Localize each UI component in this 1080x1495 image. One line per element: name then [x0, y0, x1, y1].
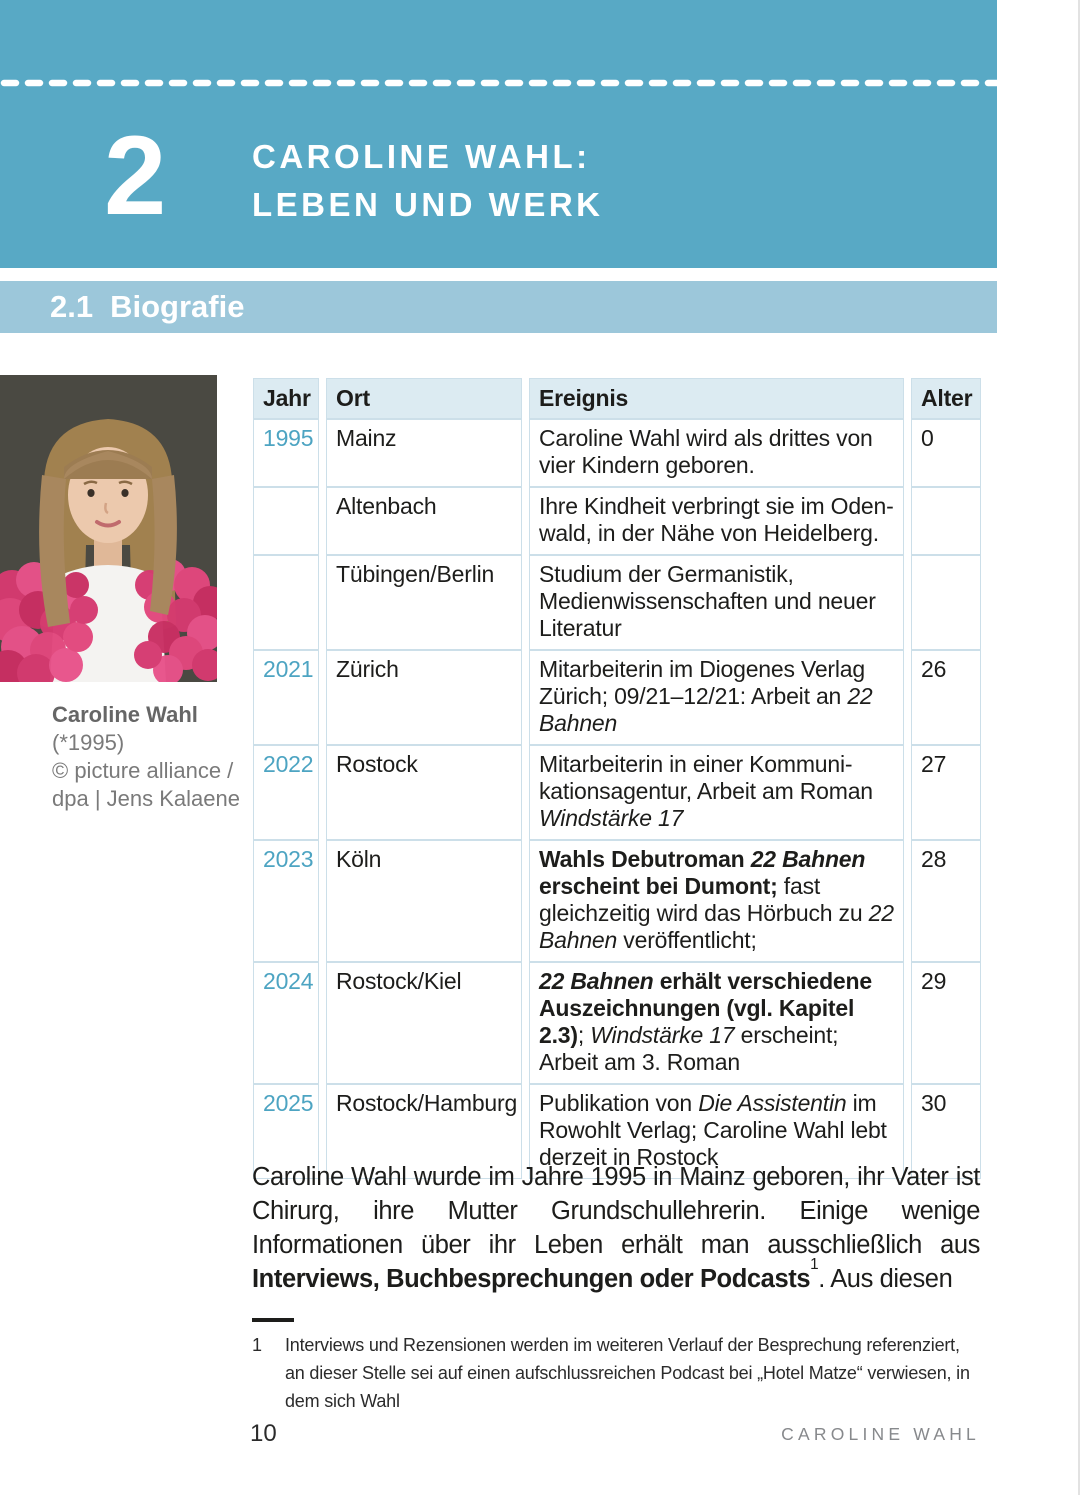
table-cell-jahr: 2025 [253, 1084, 319, 1179]
table-cell-alter: 28 [911, 840, 981, 962]
table-cell-jahr: 1995 [253, 419, 319, 487]
section-number: 2.1 [50, 289, 94, 324]
section-title: Biografie [110, 289, 245, 324]
biography-table [253, 378, 981, 1179]
footnote-number: 1 [252, 1335, 262, 1355]
table-cell-ereignis: Mitarbeiterin in einer Kommunikationsagentur, Arbeit am Roman Windstärke 17 [529, 745, 904, 840]
table-cell-jahr: 2021 [253, 650, 319, 745]
page-number: 10 [250, 1420, 277, 1447]
table-cell-alter: 30 [911, 1084, 981, 1179]
footnote [252, 1331, 982, 1415]
photo-caption-credit: dpa | Jens Kalaene [52, 786, 240, 811]
photo-caption-credit: © picture alliance / [52, 758, 234, 783]
table-cell-alter: 26 [911, 650, 981, 745]
chapter-title-line1: CAROLINE WAHL: [252, 138, 591, 175]
table-cell-ereignis: Studium der Germanistik, Medienwissenschaften und neuer Literatur [529, 555, 904, 650]
table-cell-ort: Zürich [326, 650, 522, 745]
table-cell-alter: 27 [911, 745, 981, 840]
table-header-alter: Alter [911, 378, 981, 419]
table-cell-jahr: 2023 [253, 840, 319, 962]
table-cell-ereignis: Wahls Debutroman 22 Bahnen erscheint bei Dumont; fast gleichzeitig wird das Hörbuch zu 22 Bahnen veröffentlicht; [529, 840, 904, 962]
table-cell-alter [911, 555, 981, 650]
table-cell-jahr [253, 487, 319, 555]
running-title: CAROLINE WAHL [781, 1424, 980, 1444]
table-cell-jahr: 2024 [253, 962, 319, 1084]
table-cell-jahr: 2022 [253, 745, 319, 840]
body-paragraph: Caroline Wahl wurde im Jahre 1995 in Mainz geboren, ihr Vater ist Chirurg, ihre Mutter Grundschullehrerin. Einige wenige Informationen über ihr Leben erhält man ausschließlich aus Interviews, Buchbesprechungen oder Podcasts$^1$. Aus diesen [252, 1163, 980, 1293]
dashed-divider [0, 78, 997, 88]
table-cell-alter [911, 487, 981, 555]
chapter-header-band [0, 0, 997, 268]
table-cell-jahr [253, 555, 319, 650]
table-cell-ort: Tübingen/Berlin [326, 555, 522, 650]
photo-caption-birth: (*1995) [52, 730, 125, 755]
chapter-title [252, 133, 604, 229]
photo-caption-name: Caroline Wahl [52, 702, 198, 727]
footnote-rule [252, 1318, 294, 1322]
author-photo [0, 375, 217, 682]
photo-caption [52, 701, 240, 813]
table-cell-ort: Altenbach [326, 487, 522, 555]
table-cell-ort: Rostock/Hamburg [326, 1084, 522, 1179]
table-cell-alter: 0 [911, 419, 981, 487]
table-cell-ereignis: Ihre Kindheit verbringt sie im Odenwald, in der Nähe von Heidelberg. [529, 487, 904, 555]
section-heading-band [0, 281, 997, 333]
table-cell-ort: Köln [326, 840, 522, 962]
table-cell-ort: Rostock [326, 745, 522, 840]
table-cell-alter: 29 [911, 962, 981, 1084]
table-header-jahr: Jahr [253, 378, 319, 419]
table-cell-ereignis: Publikation von Die Assistentin im Rowohlt Verlag; Caroline Wahl lebt derzeit in Rostock [529, 1084, 904, 1179]
chapter-number: 2 [104, 113, 167, 238]
table-cell-ereignis: 22 Bahnen erhält verschiedene Auszeichnungen (vgl. Kapitel 2.3); Windstärke 17 erscheint; Arbeit am 3. Roman [529, 962, 904, 1084]
table-cell-ort: Rostock/Kiel [326, 962, 522, 1084]
table-header-ereignis: Ereignis [529, 378, 904, 419]
table-cell-ereignis: Caroline Wahl wird als drittes von vier Kindern geboren. [529, 419, 904, 487]
chapter-title-line2: LEBEN UND WERK [252, 186, 604, 223]
table-cell-ereignis: Mitarbeiterin im Diogenes Verlag Zürich; 09/21–12/21: Arbeit an 22 Bahnen [529, 650, 904, 745]
footnote-text: Interviews und Rezensionen werden im weiteren Verlauf der Besprechung referenziert, an dieser Stelle sei auf einen aufschlussreichen Podcast bei „Hotel Matze“ verwiesen, in dem sich Wahl [285, 1335, 970, 1411]
table-header-ort: Ort [326, 378, 522, 419]
table-cell-ort: Mainz [326, 419, 522, 487]
